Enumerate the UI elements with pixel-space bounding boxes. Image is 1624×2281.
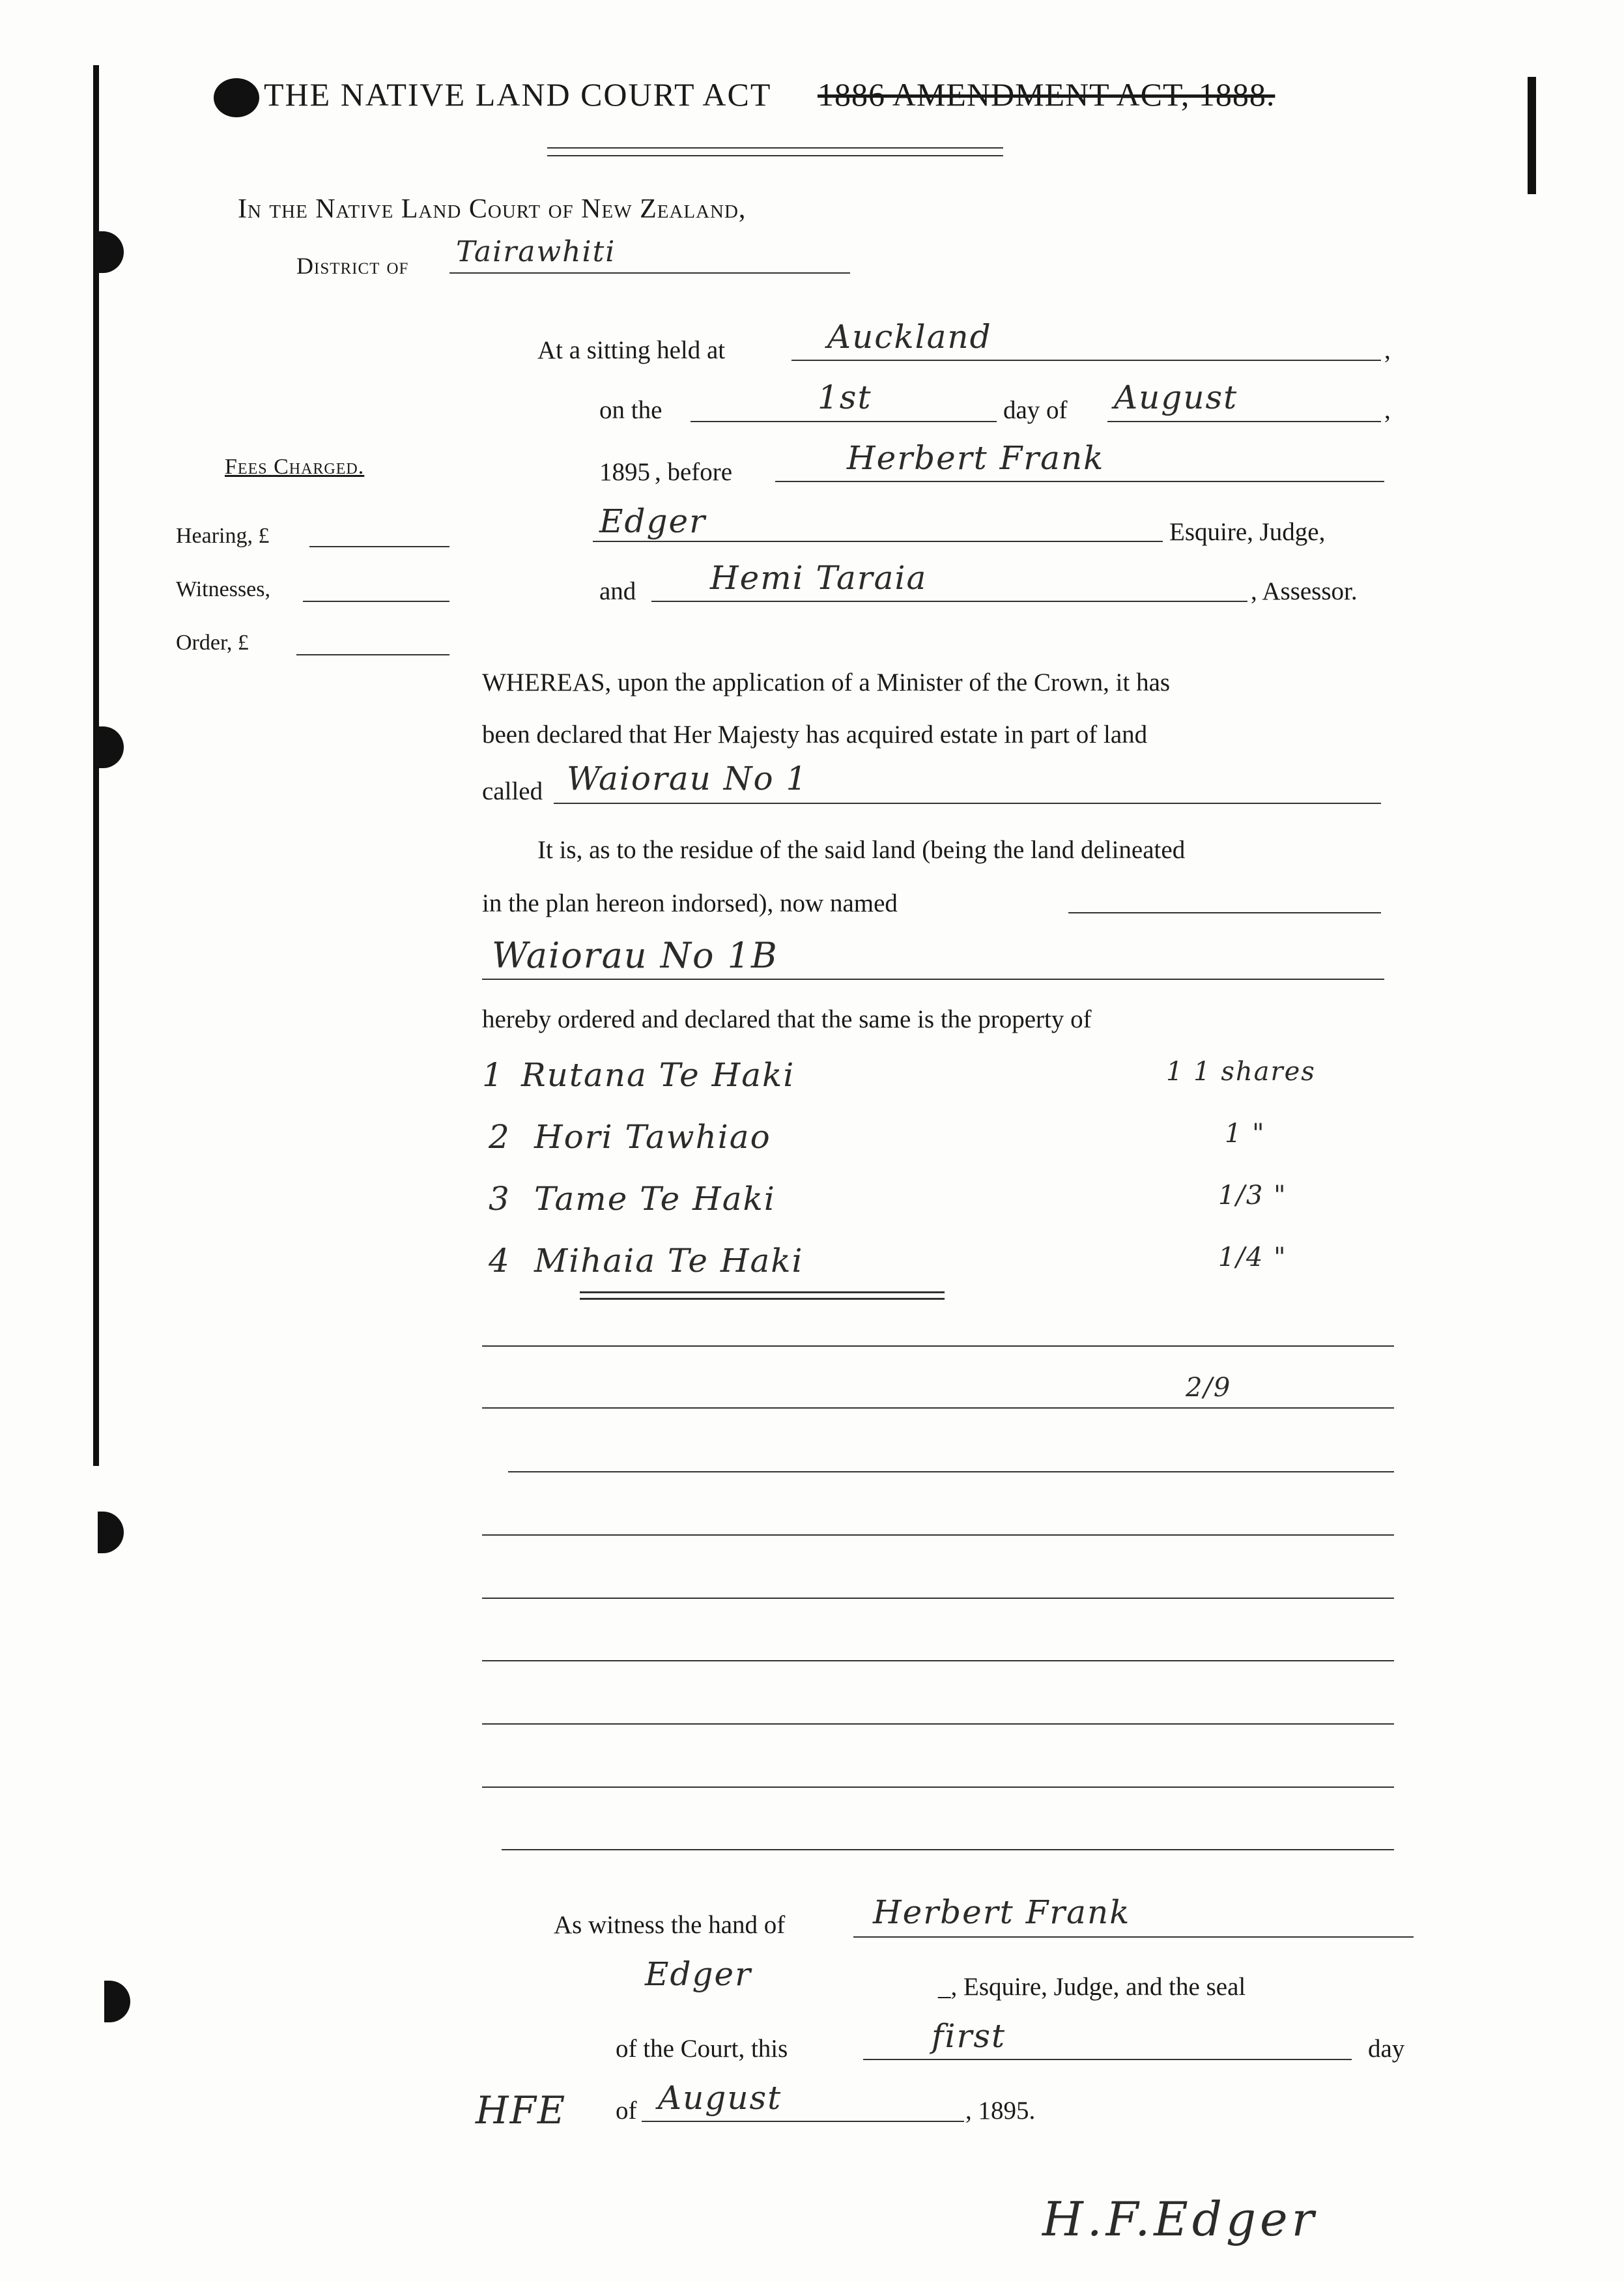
assessor-name: Hemi Taraia [710,559,928,597]
day-value: 1st [818,379,872,416]
punch-hole [104,1981,130,2022]
witness-judge-name-1: Herbert Frank [873,1893,1131,1931]
named-line-a [1068,912,1381,913]
day-of-label: day of [1003,396,1068,424]
month-line [1107,421,1381,422]
owner-share: 1/3 " [1218,1181,1287,1211]
whereas-line-1: WHEREAS, upon the application of a Minister of the Crown, it has [482,668,1171,696]
witness-line [853,1936,1414,1938]
of-label: of [616,2097,637,2125]
on-the-label: on the [599,396,662,424]
judge-name-2: Edger [599,502,707,540]
fees-hearing: Hearing, £ [176,524,270,548]
month-value: August [1114,379,1238,416]
witness-year: , 1895. [965,2097,1036,2125]
order-line [296,654,449,655]
day-word: first [932,2017,1006,2055]
punch-hole [98,231,124,273]
owner-share: 1/4 " [1218,1242,1287,1272]
day-label: day [1368,2035,1405,2063]
fees-order: Order, £ [176,631,249,655]
named-line-b [482,979,1384,980]
held-at-comma: , [1384,336,1391,364]
owner-share: 1 1 shares [1166,1057,1316,1087]
blank-line [482,1345,1394,1347]
court-line: In the Native Land Court of New Zealand, [238,194,747,224]
witness-judge-name-2: Edger [645,1955,752,1993]
owner-num: 1 [482,1056,504,1094]
owner-num: 2 [489,1118,511,1156]
blank-line [502,1849,1394,1850]
owner-num: 3 [489,1180,511,1218]
day-line [691,421,997,422]
esquire-seal: _, Esquire, Judge, and the seal [938,1973,1246,2001]
struck-text: 1886 AMENDMENT ACT, 1888. [818,76,1275,113]
witnesses-line [303,601,449,602]
hereby-line: hereby ordered and declared that the same is the property of [482,1005,1092,1033]
act-title: THE NATIVE LAND COURT ACT [264,76,772,113]
owner-num: 4 [489,1242,511,1280]
owner-share: 1 " [1225,1119,1266,1149]
fees-witnesses: Witnesses, [176,577,270,601]
right-binding-edge [1528,77,1536,194]
blank-line [482,1723,1394,1725]
as-witness-label: As witness the hand of [554,1911,786,1939]
blank-line [482,1786,1394,1788]
district-line [449,272,850,274]
district-value: Tairawhiti [456,235,616,268]
title-underline [547,147,1003,149]
owner-name: Mihaia Te Haki [534,1242,804,1280]
whereas-line-2: been declared that Her Majesty has acquired estate in part of land [482,721,1148,749]
owner-name: Tame Te Haki [534,1180,776,1218]
owner-name: Hori Tawhiao [534,1118,771,1156]
called-label: called [482,777,543,805]
year-prefix: 1895 [599,458,650,486]
blank-line [508,1471,1394,1472]
hearing-line [309,546,449,547]
owners-list [482,1056,1433,1293]
judge-signature: H.F.Edger [1042,2192,1318,2246]
margin-initials: HFE [476,2088,567,2132]
owners-underline [580,1291,945,1293]
month-comma: , [1384,396,1391,424]
of-court-label: of the Court, this [616,2035,788,2063]
blank-line [482,1660,1394,1661]
called-line [554,803,1381,804]
district-label: District of [296,253,409,279]
punch-hole [98,726,124,768]
before-line [775,481,1384,482]
blank-line [482,1534,1394,1536]
before-label: , before [655,458,733,486]
title-underline [547,155,1003,156]
held-at-label: At a sitting held at [537,336,726,364]
assessor-line [651,601,1247,602]
owner-name: Rutana Te Haki [521,1056,795,1094]
assessor-label: , Assessor. [1251,577,1358,605]
esquire-judge: Esquire, Judge, [1169,518,1326,546]
named-value: Waiorau No 1B [492,935,778,976]
witness-month-line [642,2121,964,2122]
judge-line [593,541,1163,542]
and-label: and [599,577,636,605]
witness-month-value: August [658,2079,782,2117]
judge-name-1: Herbert Frank [847,439,1105,477]
held-at-line [791,360,1381,361]
held-at-value: Auckland [827,318,992,356]
blank-line [482,1598,1394,1599]
called-value: Waiorau No 1 [567,760,808,797]
residue-line-2: in the plan hereon indorsed), now named [482,889,898,917]
blank-line [482,1407,1394,1409]
owners-underline [580,1298,945,1300]
tally-value: 2/9 [1186,1373,1232,1403]
residue-line-1: It is, as to the residue of the said land (being the land delineated [537,836,1186,864]
fees-title: Fees Charged. [225,455,365,479]
ink-blot-icon [214,78,259,117]
punch-hole [98,1512,124,1553]
day-word-line [863,2059,1352,2060]
